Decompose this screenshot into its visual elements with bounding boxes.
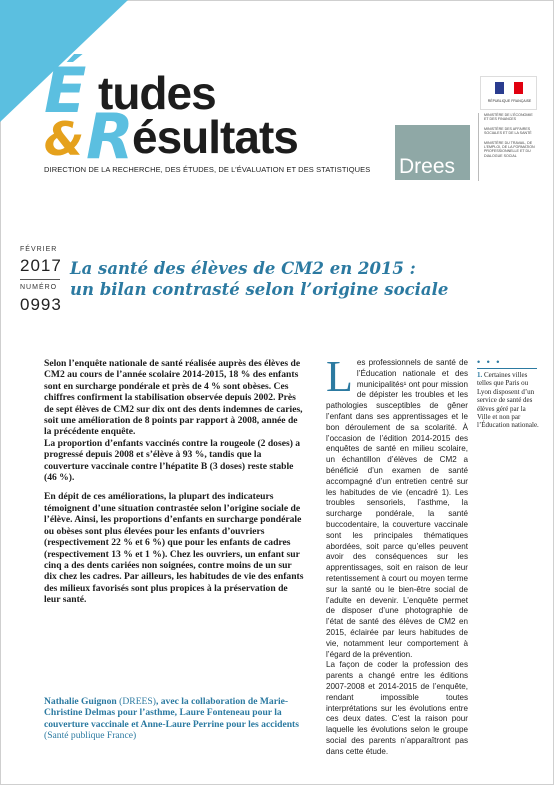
number-label: NUMÉRO [20,284,58,291]
ministry-item: MINISTÈRE DES AFFAIRES SOCIALES ET DE LA SANTÉ [484,126,532,136]
note-dots: • • • [477,357,502,367]
page-title [70,258,500,300]
footnote-text: Certaines villes telles que Paris ou Lyon disposent d’un service de santé des élèves géré par la Ville et non par l’Éducation nationale. [477,371,539,430]
marianne-logo [480,76,537,110]
ministry-item: MINISTÈRE DE L’ÉCONOMIE ET DES FINANCES [484,113,533,122]
abstract-paragraph: Selon l’enquête nationale de santé réalisée auprès des élèves de CM2 au cours de l’année scolaire 2014-2015, 18 % des enfants sont en surcharge pondérale et près de 4 % sont obèses. Ces chiffres confirment la stabilisation observée depuis 2002. Près de sept élèves de CM2 sur dix ont des dents indemnes de caries, soit une amélioration de 8 points par rapport à 2008, année de la précédente enquête. [44,358,303,438]
drop-cap: L [326,352,353,401]
logo-letter-e: É [44,54,87,127]
drees-logo-text: Drees [399,155,456,178]
republic-label: RÉPUBLIQUE FRANÇAISE [487,99,532,103]
logo-ampersand: & [44,112,85,166]
ministry-item: MINISTÈRE DU TRAVAIL, DE L’EMPLOI, DE LA FORMATION PROFESSIONNELLE ET DU DIALOGUE SOCIAL [484,140,535,158]
author-main-org: (DREES) [116,696,156,707]
flag-icon [495,82,523,94]
issue-separator [20,279,60,280]
ministry-list [482,113,537,163]
abstract-paragraph: La proportion d’enfants vaccinés contre la rougeole (2 doses) a progressé depuis 2008 et s’élève à 93 %, tandis que la couverture vaccinale contre l’hépatite B (3 doses) reste stable (46 %). [44,437,301,484]
author-collaborators-org: (Santé publique France) [44,730,137,742]
main-text [326,352,469,757]
author-collaborators: , avec la collaboration de Marie-Christine Delmas pour l’asthme, Laure Fonteneau pour la couverture vaccinale et Anne-Laure Perrine pour les accidents [44,696,299,730]
main-paragraph: es professionnels de santé de l’Éducation nationale et des municipalités¹ ont pour mission de dépister les troubles et les pathologies susceptibles de gêner l’enfant dans ses apprentissages et le bon déroulement de sa scolarité. À l’occasion de l’édition 2014-2015 des enquêtes de santé en milieu scolaire, un échantillon d’élèves de CM2 a bénéficié d’un examen de santé accompagné d’un entretien centré sur les habitudes de vie (encadré 1). Les troubles sensoriels, l’asthme, la surcharge pondérale, la santé buccodentaire, la couverture vaccinale sont les principales thématiques abordées, soit parce qu’elles peuvent avoir des conséquences sur les apprentissages, soit en raison de leur retentissement à court ou moyen terme sur la santé ou le bien-être social de l’adulte en devenir. L’enquête permet de disposer d’une photographie de l’état de santé des élèves de CM2 en 2015, éclairée par leurs habitudes de vie, notamment leur comportement à l’égard de la prévention. [326,358,469,659]
direction-subtitle: DIRECTION DE LA RECHERCHE, DES ÉTUDES, DE L’ÉVALUATION ET DES STATISTIQUES [44,165,371,174]
logo-word-etudes: tudes [98,67,216,119]
authors [44,696,306,742]
logo-letter-r: R [86,100,134,173]
abstract-paragraph: En dépit de ces améliorations, la plupart des indicateurs témoignent d’une situation contrastée selon l’origine sociale de l’élève. Ainsi, les proportions d’enfants en surcharge pondérale ou obèses sont plus élevées pour les enfants d’ouvriers (respectivement 22 % et 6 %) que pour les enfants de cadres (respectivement 13 % et 1 %). Chez les ouvriers, un enfant sur cinq a des dents cariées non soignées, contre moins de un sur dix chez les cadres. Par ailleurs, les habitudes de vie des enfants des milieux favorisés sont plus propices à la préservation de leur santé. [44,491,304,606]
ministry-divider [478,113,479,181]
title-line-1: La santé des élèves de CM2 en 2015 : [70,259,416,278]
footnote [477,371,539,430]
logo-word-resultats: ésultats [132,111,298,163]
author-main: Nathalie Guignon [44,696,117,707]
main-paragraph: La façon de coder la profession des parents a changé entre les éditions 2007-2008 et 2014-2015 de l’enquête, rendant impossible toutes interprétations sur les évolutions entre ces deux dates. C’est la raison pour laquelle les évolutions selon le groupe social des parents n’apparaîtront pas dans cette étude. [326,660,468,756]
issue-year: 2017 [20,256,62,275]
issue-number: 0993 [20,295,62,314]
note-rule [477,368,537,369]
title-line-2: un bilan contrasté selon l’origine sociale [70,280,449,299]
abstract [44,358,306,614]
footnote-number: 1. [477,371,483,379]
month-label: FÉVRIER [20,246,58,253]
